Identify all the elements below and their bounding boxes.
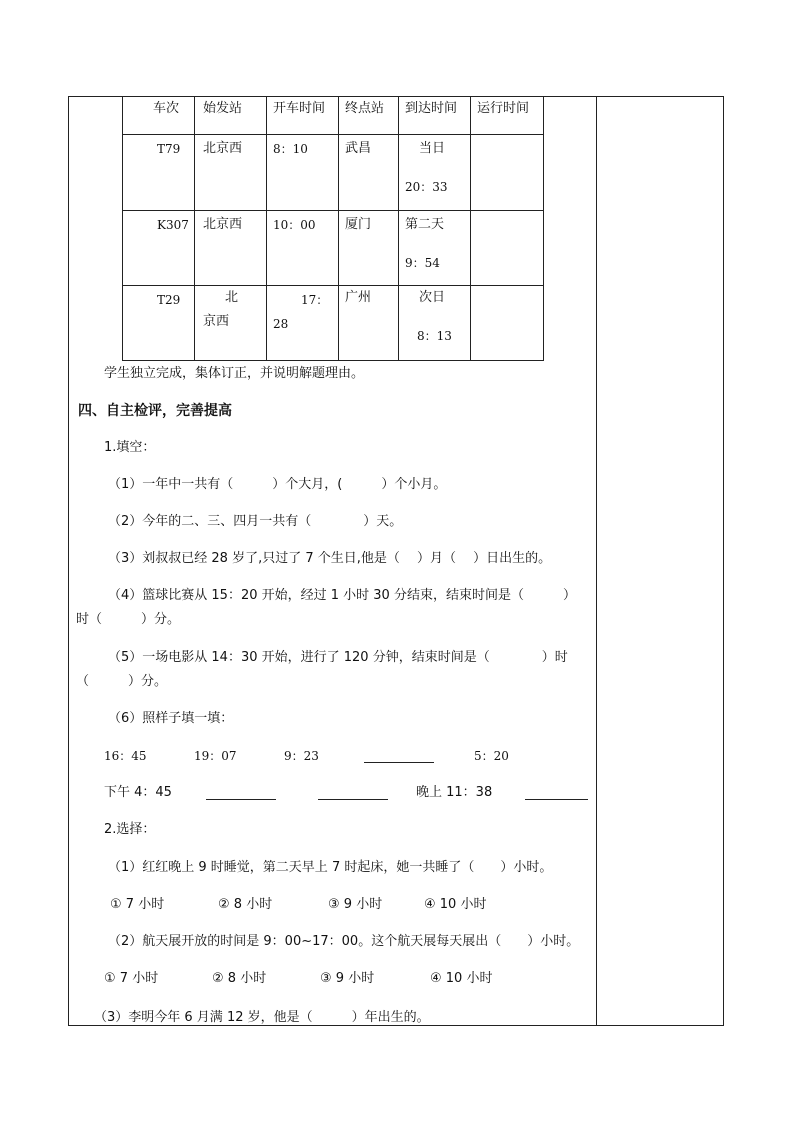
header-arrive: 到达时间 [405,101,458,116]
depart-time-part2: 28 [273,317,289,331]
arrive-time: 9：54 [405,256,440,270]
answer-blank[interactable] [206,799,276,800]
q2-item-1: （1）红红晚上 9 时睡觉，第二天早上 7 时起床，她一共睡了（ ）小时。 [108,860,553,875]
train-number: T29 [157,293,181,307]
example-time-6: 晚上 11：38 [416,785,493,800]
train-number: K307 [157,218,189,232]
arrive-day: 当日 [419,141,446,156]
header-train: 车次 [153,101,180,116]
from-station: 北京西 [203,217,243,232]
q2-title: 2.选择： [104,822,156,837]
depart-time: 8：10 [273,142,308,156]
answer-blank[interactable] [525,799,588,800]
q2-option-2c[interactable]: ③ 9 小时 [320,971,375,986]
table-row [123,211,544,286]
train-schedule-table [122,96,544,361]
q1-title: 1.填空： [104,440,156,455]
q2-option-1b[interactable]: ② 8 小时 [218,897,273,912]
q2-option-1d[interactable]: ④ 10 小时 [424,897,487,912]
header-to: 终点站 [345,101,385,116]
q1-item-5: （5）一场电影从 14：30 开始，进行了 120 分钟，结束时间是（ ）时 [108,650,568,665]
train-number: T79 [157,142,181,156]
example-time-1: 16：45 [104,749,147,763]
from-station-part2: 京西 [203,314,230,329]
q1-item-5-cont: （ ）分。 [76,674,168,689]
q1-item-4-cont: 时（ ）分。 [76,612,181,627]
header-depart: 开车时间 [273,101,326,116]
answer-blank[interactable] [364,762,434,763]
depart-time: 10：00 [273,218,316,232]
q1-item-3: （3）刘叔叔已经 28 岁了,只过了 7 个生日,他是（ ）月（ ）日出生的。 [108,551,552,566]
example-time-3: 9：23 [284,749,319,763]
from-station-part1: 北 [225,290,239,305]
q2-option-2d[interactable]: ④ 10 小时 [430,971,493,986]
to-station: 武昌 [345,141,372,156]
q1-item-2: （2）今年的二、三、四月一共有（ ）天。 [108,514,403,529]
q1-item-1: （1）一年中一共有（ ）个大月，( ）个小月。 [108,477,447,492]
section-title: 四、自主检评，完善提高 [78,403,232,419]
q2-option-1c[interactable]: ③ 9 小时 [328,897,383,912]
example-time-5: 下午 4：45 [104,785,172,800]
q2-item-3: （3）李明今年 6 月满 12 岁，他是（ ）年出生的。 [94,1010,430,1025]
arrive-time: 8：13 [417,329,452,343]
q1-item-6: （6）照样子填一填： [108,711,234,726]
q2-item-2: （2）航天展开放的时间是 9：00~17：00。这个航天展每天展出（ ）小时。 [108,934,580,949]
instruction-note: 学生独立完成，集体订正，并说明解题理由。 [104,366,365,381]
q2-option-2b[interactable]: ② 8 小时 [212,971,267,986]
answer-blank[interactable] [318,799,388,800]
to-station: 厦门 [345,217,372,232]
column-divider [596,96,597,1026]
arrive-day: 第二天 [405,217,445,232]
arrive-day: 次日 [419,290,446,305]
q2-option-2a[interactable]: ① 7 小时 [104,971,159,986]
header-from: 始发站 [203,101,243,116]
header-duration: 运行时间 [477,101,530,116]
table-row [123,286,544,361]
example-time-4: 5：20 [474,749,509,763]
depart-time-part1: 17： [301,293,329,307]
q1-item-4: （4）篮球比赛从 15：20 开始，经过 1 小时 30 分结束，结束时间是（ ） [108,588,576,603]
table-row [123,135,544,211]
to-station: 广州 [345,290,372,305]
from-station: 北京西 [203,141,243,156]
example-time-2: 19：07 [194,749,237,763]
arrive-time: 20：33 [405,180,448,194]
q2-option-1a[interactable]: ① 7 小时 [110,897,165,912]
